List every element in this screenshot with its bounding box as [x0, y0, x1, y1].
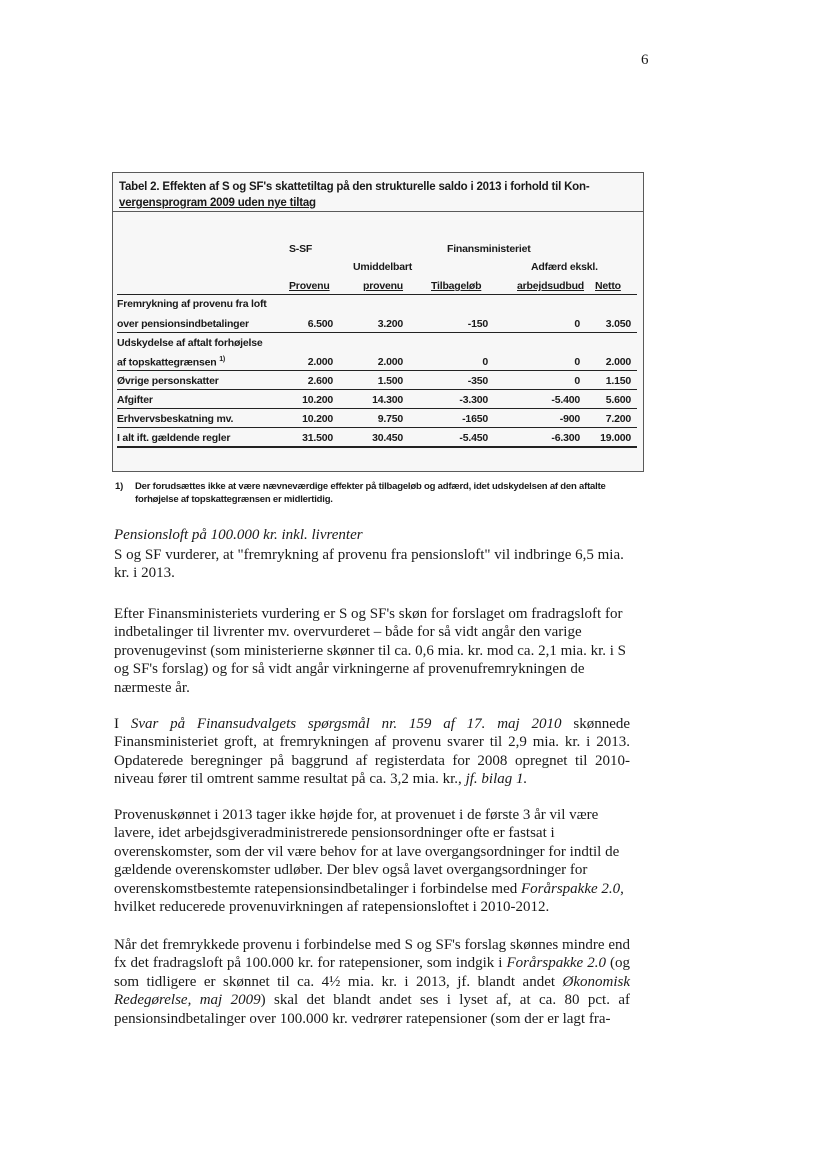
paragraph-1	[114, 546, 630, 583]
paragraph-text: Når det fremrykkede provenu i forbindelse med S og SF's forslag skønnes mindre end fx det fradragsloft på 100.000 kr. for ratepensioner, som indgik i Forårspakke 2.0 (og som tidligere er skønnet til ca. 4½ mia. kr. i 2013, jf. blandt andet Økonomisk Redegørelse, maj 2009) skal det blandt andet ses i lyset af, at ca. 80 pct. af pensionsindbetalinger over 100.000 kr. vedrører ratepensioner (som der er lagt fra-	[114, 937, 631, 1027]
footnote-ref: 1)	[219, 356, 226, 363]
table-cell: -150	[467, 318, 488, 330]
table-cell: 3.200	[377, 318, 403, 330]
table-title	[119, 179, 637, 211]
paragraph-text: S og SF vurderer, at "fremrykning af provenu fra pensionsloft" vil indbringe 6,5 mia. kr. i 2013.	[114, 547, 624, 582]
table-cell: 31.500	[302, 432, 333, 444]
table-cell: 0	[574, 356, 580, 368]
table-cell: -350	[467, 375, 488, 387]
row-label: Erhvervsbeskatning mv.	[117, 413, 234, 425]
table-cell: -5.400	[551, 394, 580, 406]
row-rule	[117, 427, 637, 428]
table-cell: 9.750	[377, 413, 403, 425]
header-provenu-fm: provenu	[363, 280, 404, 292]
header-rule	[117, 294, 637, 295]
row-label: Fremrykning af provenu fra loft	[117, 298, 267, 310]
table-cell: 1.150	[605, 375, 631, 387]
header-provenu: Provenu	[289, 280, 330, 292]
effect-table	[112, 172, 644, 472]
table-cell: -3.300	[459, 394, 488, 406]
row-label: af topskattegrænsen $^{1)}$	[117, 356, 226, 369]
header-tilbageloeb: Tilbageløb	[431, 280, 482, 292]
header-arbejdsudbud: arbejdsudbud	[517, 280, 585, 292]
table-cell: 10.200	[302, 413, 333, 425]
reference-italic: Forårspakke 2.0	[506, 955, 606, 972]
header-group-ssf: S-SF	[289, 243, 313, 255]
table-cell: -1650	[462, 413, 488, 425]
row-rule	[117, 370, 637, 371]
reference-italic: jf. bilag 1.	[465, 771, 528, 788]
header-group-fm: Finansministeriet	[447, 243, 531, 255]
reference-italic: Svar på Finansudvalgets spørgsmål nr. 159 af 17. maj 2010	[130, 716, 562, 732]
table-cell: 2.600	[307, 375, 333, 387]
row-rule	[117, 332, 637, 333]
footnote-mark: 1)	[115, 481, 124, 492]
table-cell: 10.200	[302, 394, 333, 406]
table-cell: 19.000	[600, 432, 631, 444]
row-label-total: I alt ift. gældende regler	[117, 432, 231, 444]
row-label: Øvrige personskatter	[117, 375, 219, 387]
table-cell: 2.000	[307, 356, 333, 368]
total-rule	[117, 446, 637, 448]
row-rule	[117, 389, 637, 390]
table-cell: -900	[559, 413, 580, 425]
header-adfaerd: Adfærd ekskl.	[531, 261, 598, 273]
reference-italic: Økonomisk Redegørelse, maj 2009	[114, 973, 630, 1009]
paragraph-text: I Svar på Finansudvalgets spørgsmål nr. 159 af 17. maj 2010 skønnede Finansministeriet groft, at fremrykningen af provenu svarer til 2,9 mia. kr. i 2013. Opdaterede beregninger på baggrund af registerdata for 2008 opregnet til 2010-niveau fører til omtrent samme resultat på ca. 3,2 mia. kr., jf. bilag 1.	[114, 716, 631, 788]
row-label: Udskydelse af aftalt forhøjelse	[117, 337, 263, 349]
header-netto: Netto	[595, 280, 621, 292]
paragraph-4	[114, 806, 630, 916]
table-cell: 3.050	[605, 318, 631, 330]
section-heading: Pensionsloft på 100.000 kr. inkl. livrenter	[114, 527, 363, 543]
section-heading-block	[114, 526, 630, 544]
table-title-line2: vergensprogram 2009 uden nye tiltag	[119, 197, 316, 209]
table-cell: 5.600	[605, 394, 631, 406]
paragraph-2	[114, 605, 630, 697]
paragraph-text: Provenuskønnet i 2013 tager ikke højde for, at provenuet i de første 3 år vil være lavere, idet arbejdsgiveradministrerede pensionsordninger ofte er fastsat i overenskomster, som der vil være behov for at lave overgangsordninger for indtil de gældende overenskomster udløber. Der blev også lavet overgangsordninger for overenskomstbestemte ratepensionsindbetalinger i forbindelse med Forårspakke 2.0, hvilket reducerede provenuvirkningen af ratepensionsloftet i 2010-2012.	[114, 807, 624, 916]
paragraph-text: Efter Finansministeriets vurdering er S og SF's skøn for forslaget om fradragsloft for indbetalinger til livrenter mv. overvurderet – både for så vidt angår den varige provenugevinst (som ministerierne skønner til ca. 0,6 mia. kr. mod ca. 2,1 mia. kr. i S og SF's forslag) og for så vidt angår virkningerne af provenufremrykningen de nærmeste år.	[114, 606, 626, 696]
title-rule	[113, 211, 643, 212]
table-cell: 0	[574, 375, 580, 387]
table-cell: 14.300	[372, 394, 403, 406]
row-rule	[117, 408, 637, 409]
table-cell: -6.300	[551, 432, 580, 444]
table-cell: 0	[574, 318, 580, 330]
header-umiddelbart: Umiddelbart	[353, 261, 413, 273]
table-title-line1: Tabel 2. Effekten af S og SF's skattetiltag på den strukturelle saldo i 2013 i forhold til Kon-	[119, 181, 590, 193]
table-cell: 2.000	[377, 356, 403, 368]
paragraph-5	[114, 936, 630, 1028]
table-cell: 30.450	[372, 432, 403, 444]
page-number: 6	[641, 52, 649, 68]
table-cell: 0	[482, 356, 488, 368]
row-label: over pensionsindbetalinger	[117, 318, 249, 330]
paragraph-3	[114, 715, 630, 789]
table-cell: 7.200	[605, 413, 631, 425]
footnote-text: Der forudsættes ikke at være nævneværdige effekter på tilbageløb og adfærd, idet udskydelsen af den aftalte forhøjelse af topskattegrænsen er midlertidig.	[135, 481, 606, 505]
table-cell: 6.500	[307, 318, 333, 330]
table-cell: 1.500	[377, 375, 403, 387]
table-cell: -5.450	[459, 432, 488, 444]
table-cell: 2.000	[605, 356, 631, 368]
row-label: Afgifter	[117, 394, 153, 406]
reference-italic: Forårspakke 2.0	[520, 880, 621, 897]
